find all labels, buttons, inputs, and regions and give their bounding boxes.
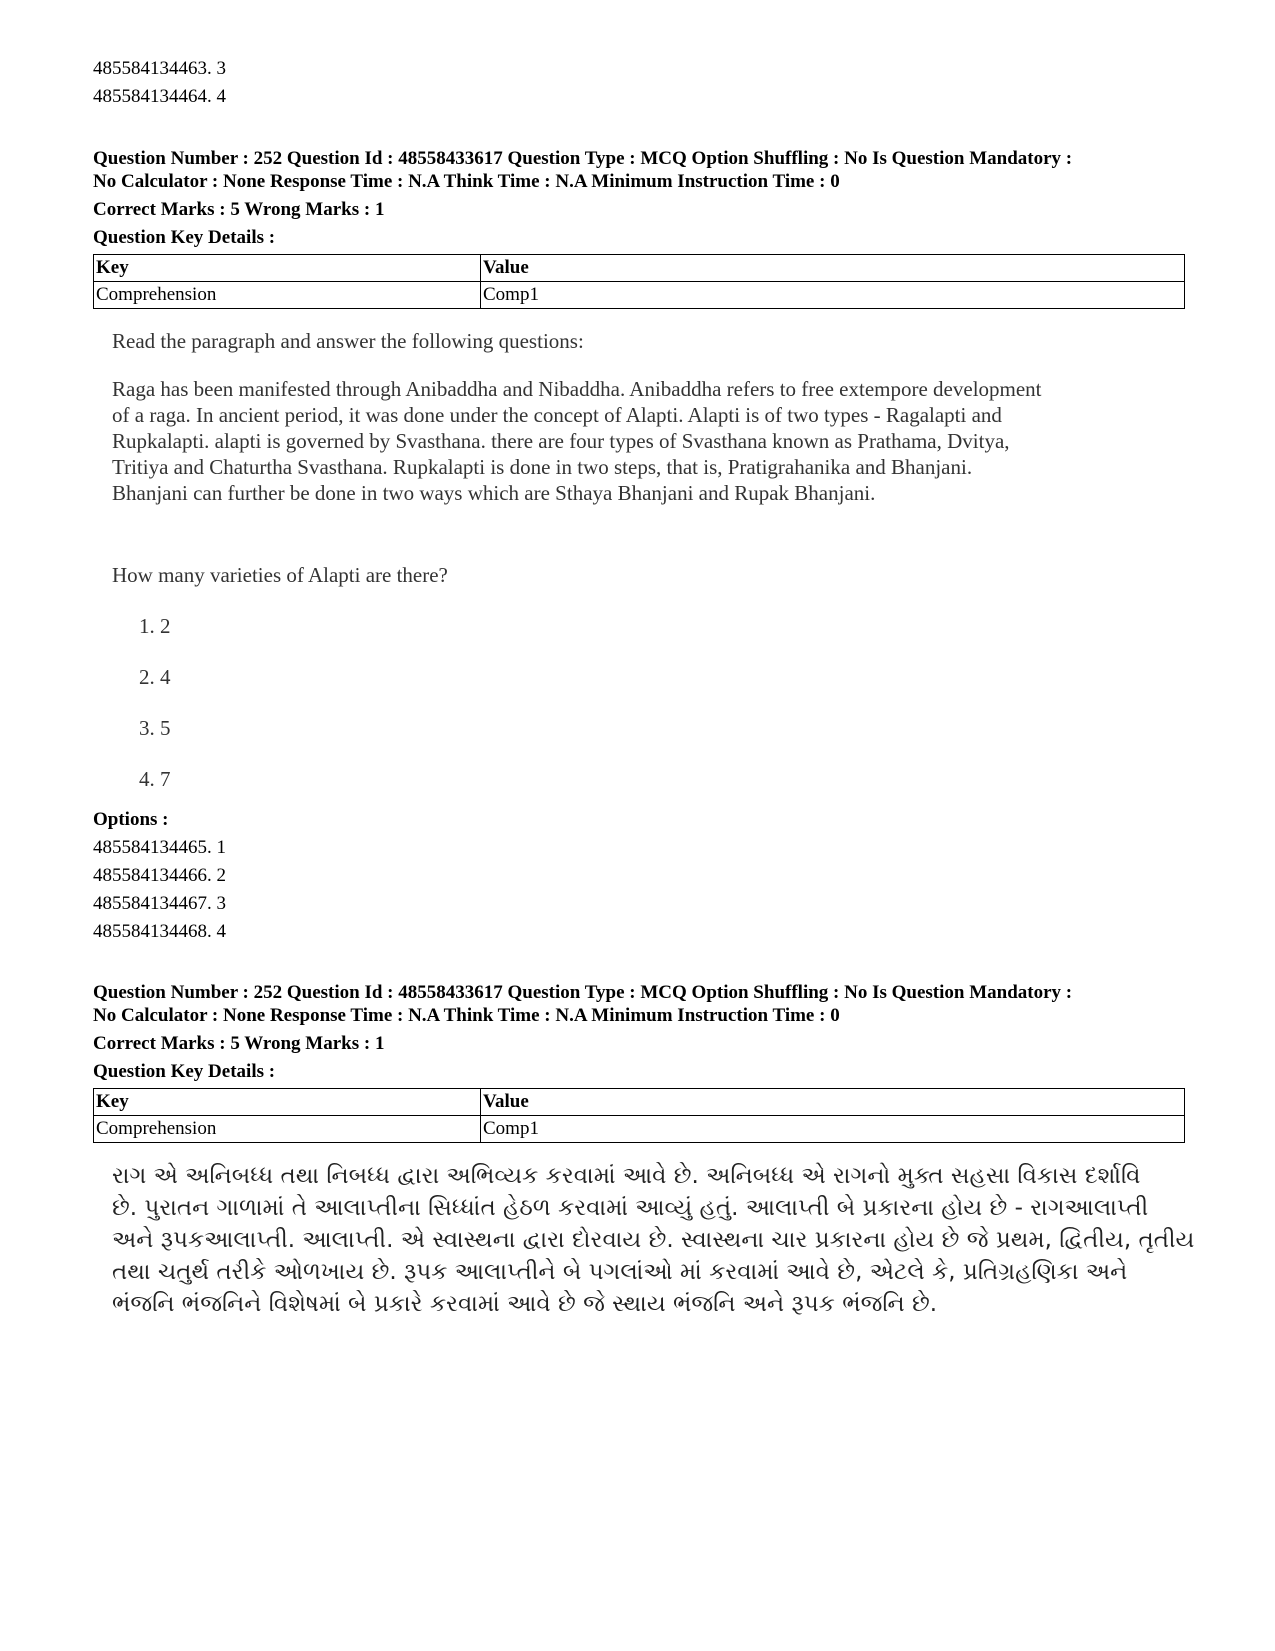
question-meta-line2: No Calculator : None Response Time : N.A Think Time : N.A Minimum Instruction Time : 0 [93,1005,840,1026]
instruction-text: Read the paragraph and answer the following questions: [112,329,584,353]
marks-line: Correct Marks : 5 Wrong Marks : 1 [93,1033,385,1054]
question-meta-line2: No Calculator : None Response Time : N.A Think Time : N.A Minimum Instruction Time : 0 [93,171,840,192]
option-line: 485584134467. 3 [93,893,226,914]
paragraph-line: of a raga. In ancient period, it was done under the concept of Alapti. Alapti is of two types - Ragalapti and [112,403,1002,427]
options-label: Options : [93,809,169,830]
gujarati-paragraph-line: તથા ચતુર્થ તરીકે ઓળખાય છે. રૂપક આલાપ્તીને બે પગલાંઓ માં કરવામાં આવે છે, એટલે કે, પ્રતિગ્રહણિકા અને [112,1259,1128,1285]
paragraph-line: Tritiya and Chaturtha Svasthana. Rupkalapti is done in two steps, that is, Pratigrahanika and Bhanjani. [112,455,973,479]
gujarati-paragraph-line: છે. પુરાતન ગાળામાં તે આલાપ્તીના સિધ્ધાંત હેઠળ કરવામાં આવ્યું હતું. આલાપ્તી બે પ્રકારના હોય છે - રાગઆલાપ્તી [112,1195,1149,1221]
value-header: Value [481,1089,1185,1116]
paragraph-line: Rupkalapti. alapti is governed by Svasthana. there are four types of Svasthana known as Prathama, Dvitya, [112,429,1010,453]
option-line: 485584134468. 4 [93,921,226,942]
gujarati-paragraph-line: અને રૂપકઆલાપ્તી. આલાપ્તી. એ સ્વાસ્થના દ્વારા દોરવાય છે. સ્વાસ્થના ચાર પ્રકારના હોય છે જે પ્રથમ, દ્વિતીય, તૃતીય [112,1227,1195,1253]
value-header: Value [481,255,1185,282]
key-details-table [93,1088,1185,1143]
choice-item: 1. 2 [139,614,171,638]
key-cell: Comprehension [94,282,481,309]
key-details-table [93,254,1185,309]
marks-line: Correct Marks : 5 Wrong Marks : 1 [93,199,385,220]
choice-item: 3. 5 [139,716,171,740]
gujarati-paragraph-line: રાગ એ અનિબધ્ધ તથા નિબધ્ધ દ્વારા અભિવ્યક કરવામાં આવે છે. અનિબધ્ધ એ રાગનો મુક્ત સહસા વિકાસ દર્શાવિ [112,1163,1141,1189]
key-details-label: Question Key Details : [93,227,276,248]
table-header-row [94,1089,1185,1116]
value-cell: Comp1 [481,1116,1185,1143]
option-line: 485584134466. 2 [93,865,226,886]
option-line: 485584134465. 1 [93,837,226,858]
question-meta-line1: Question Number : 252 Question Id : 48558433617 Question Type : MCQ Option Shuffling : No Is Question Mandatory : [93,148,1073,169]
option-line: 485584134464. 4 [93,86,226,107]
paragraph-line: Bhanjani can further be done in two ways which are Sthaya Bhanjani and Rupak Bhanjani. [112,481,876,505]
option-line: 485584134463. 3 [93,58,226,79]
question-meta-line1: Question Number : 252 Question Id : 48558433617 Question Type : MCQ Option Shuffling : No Is Question Mandatory : [93,982,1073,1003]
gujarati-paragraph-line: ભંજનિ ભંજનિને વિશેષમાં બે પ્રકારે કરવામાં આવે છે જે સ્થાય ભંજનિ અને રૂપક ભંજનિ છે. [112,1291,938,1317]
key-header: Key [94,255,481,282]
choice-item: 4. 7 [139,767,171,791]
value-cell: Comp1 [481,282,1185,309]
table-header-row [94,255,1185,282]
key-details-label: Question Key Details : [93,1061,276,1082]
paragraph-line: Raga has been manifested through Anibaddha and Nibaddha. Anibaddha refers to free extempore development [112,377,1042,401]
key-header: Key [94,1089,481,1116]
choice-item: 2. 4 [139,665,171,689]
table-row [94,1116,1185,1143]
question-text: How many varieties of Alapti are there? [112,563,448,587]
table-row [94,282,1185,309]
key-cell: Comprehension [94,1116,481,1143]
